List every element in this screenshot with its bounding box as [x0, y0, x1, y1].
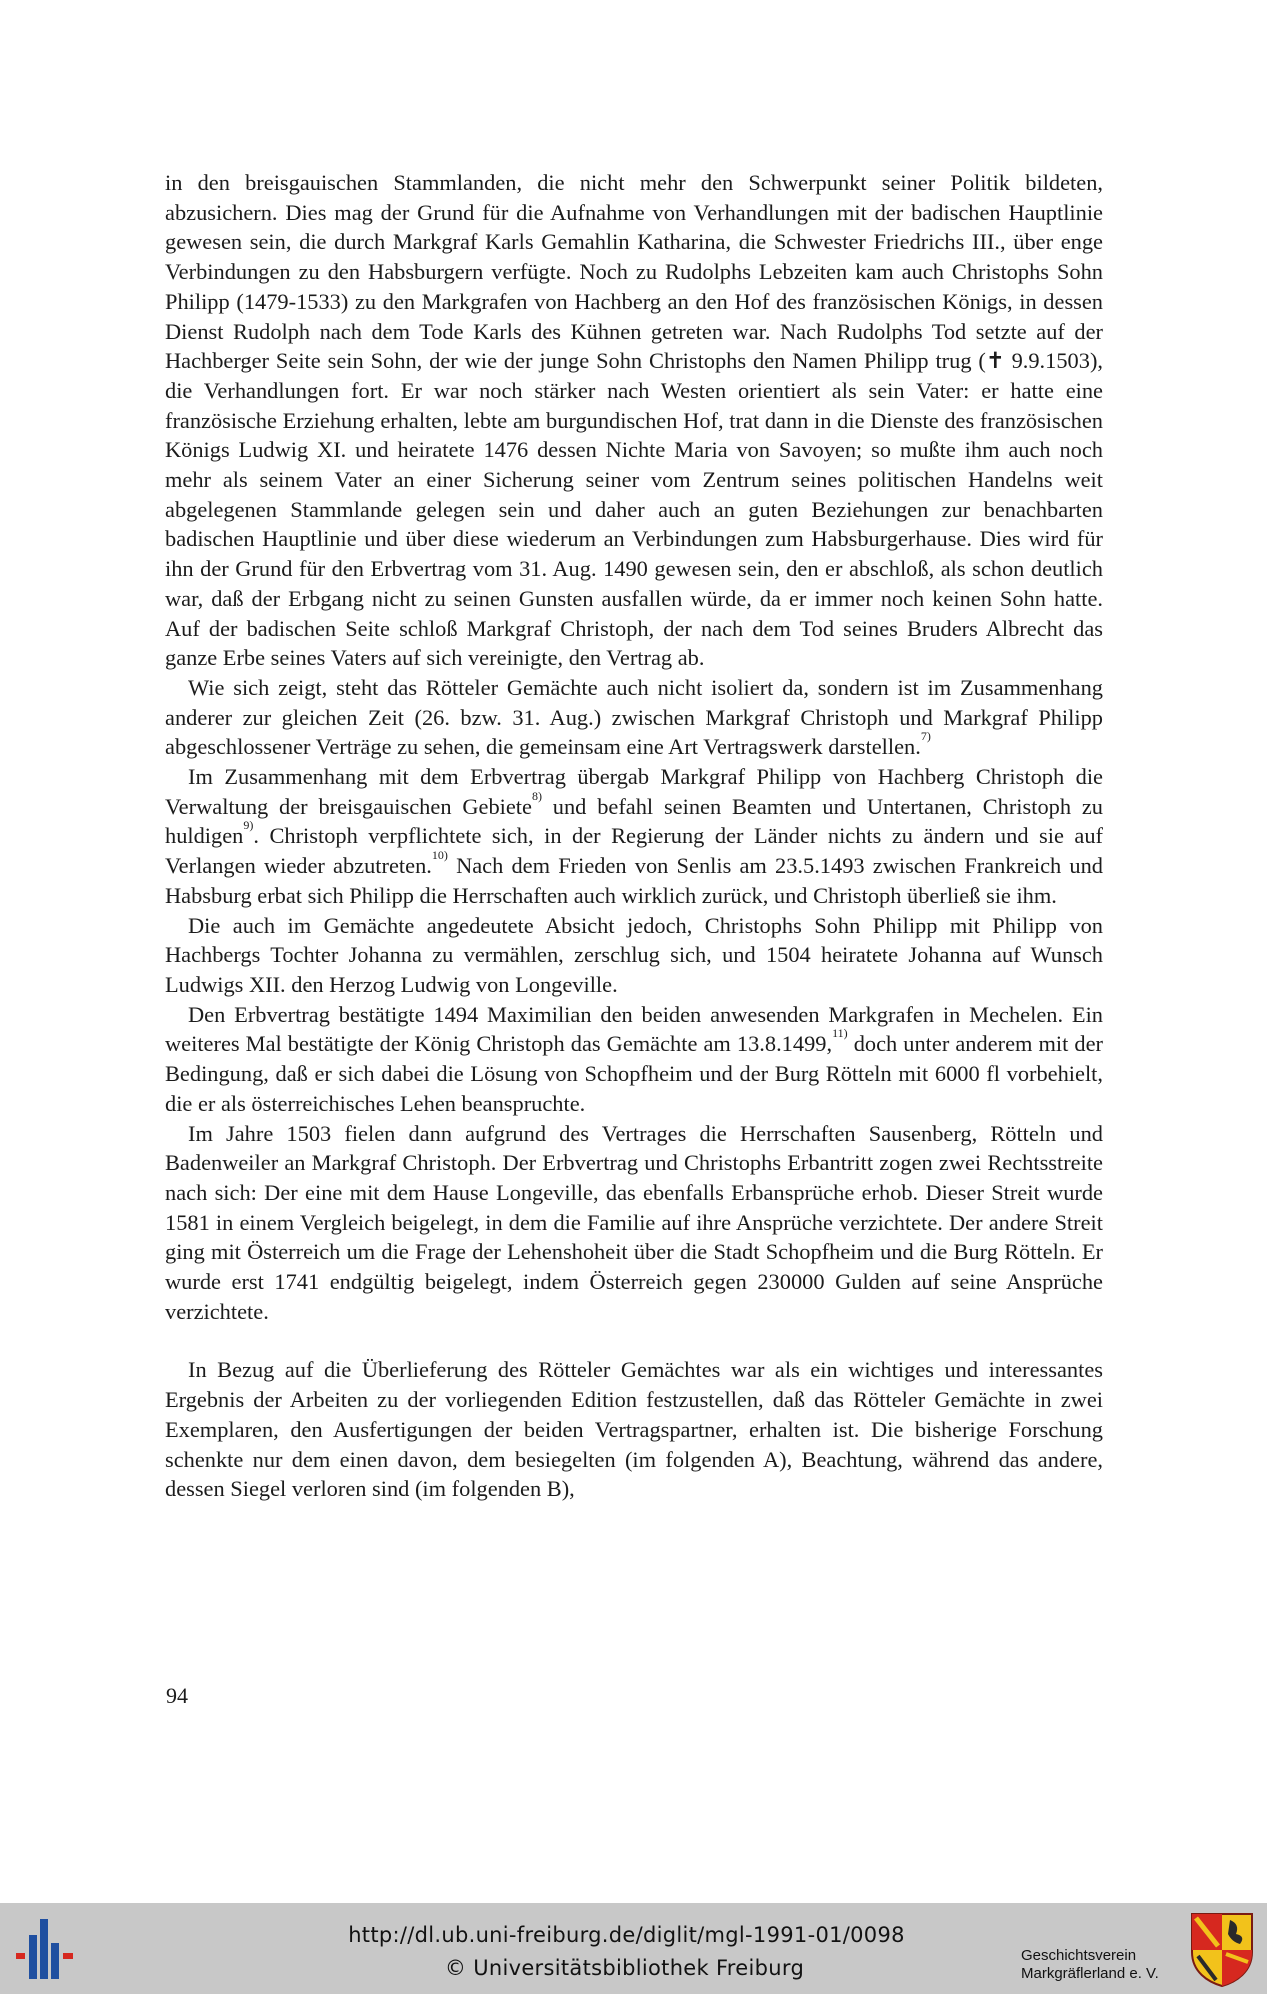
paragraph: Im Jahre 1503 fielen dann aufgrund des Vertrages die Herrschaften Sausenberg, Rötteln und Badenweiler an Markgraf Christoph. Der Erbvertrag und Christophs Erbantritt zogen zwei Rechtsstreite nach sich: Der eine mit dem Hause Longeville, das ebenfalls Erbansprüche erhob. Dieser Streit wurde 1581 in einem Vergleich beigelegt, in dem die Familie auf ihre Ansprüche verzichtete. Der andere Streit ging mit Österreich um die Frage der Lehenshoheit über die Stadt Schopfheim und die Burg Rötteln. Er wurde erst 1741 endgültig beigelegt, indem Österreich gegen 230000 Gulden auf seine Ansprüche verzichtete.	[165, 1120, 1103, 1324]
paragraph: in den breisgauischen Stammlanden, die nicht mehr den Schwerpunkt seiner Politik bildeten, abzusichern. Dies mag der Grund für die Aufnahme von Verhandlungen mit der badischen Hauptlinie gewesen sein, die durch Markgraf Karls Gemahlin Katharina, die Schwester Friedrichs III., über enge Verbindungen zu den Habsburgern verfügte. Noch zu Rudolphs Lebzeiten kam auch Christophs Sohn Philipp (1479-1533) zu den Markgrafen von Hachberg an den Hof des französischen Königs, in dessen Dienst Rudolph nach dem Tode Karls des Kühnen getreten war. Nach Rudolphs Tod setzte auf der Hachberger Seite sein Sohn, der wie der junge Sohn Christophs den Namen Philipp trug (✝ 9.9.1503), die Verhandlungen fort. Er war noch stärker nach Westen orientiert als sein Vater: er hatte eine französische Erziehung erhalten, lebte am burgundischen Hof, trat dann in die Dienste des französischen Königs Ludwig XI. und heiratete 1476 dessen Nichte Maria von Savoyen; so mußte ihm auch noch mehr als seinem Vater an einer Sicherung seiner vom Zentrum seines politischen Handelns weit abgelegenen Stammlande gelegen sein und daher auch an guten Beziehungen zur benachbarten badischen Hauptlinie und über diese wiederum an Verbindungen zum Habsburgerhause. Dies wird für ihn der Grund für den Erbvertrag vom 31. Aug. 1490 gewesen sein, den er abschloß, als schon deutlich war, daß der Erbgang nicht zu seinen Gunsten ausfallen würde, da er immer noch keinen Sohn hatte. Auf der badischen Seite schloß Markgraf Christoph, der nach dem Tod seines Bruders Albrecht das ganze Erbe seines Vaters auf sich vereinigte, den Vertrag ab.	[165, 170, 1103, 671]
paragraph-text: . Christoph verpflichtete sich, in der Regierung der Länder nichts zu ändern und sie auf Verlangen wieder abzutreten.	[165, 823, 1103, 879]
paragraph-text: Wie sich zeigt, steht das Rötteler Gemächte auch nicht isoliert da, sondern ist im Zusammenhang anderer zur gleichen Zeit (26. bzw. 31. Aug.) zwischen Markgraf Christoph und Markgraf Philipp abgeschlossener Verträge zu sehen, die gemeinsam eine Art Vertragswerk darstellen.	[165, 674, 1103, 760]
page-body	[165, 168, 1103, 1504]
page-number: 94	[166, 1683, 188, 1708]
footnote-marker: 7)	[920, 729, 931, 744]
paragraph: In Bezug auf die Überlieferung des Rötteler Gemächtes war als ein wichtiges und interessantes Ergebnis der Arbeiten zu der vorliegenden Edition festzustellen, daß das Rötteler Gemächte in zwei Exemplaren, den Ausfertigungen der beiden Vertragspartner, erhalten ist. Die bisherige Forschung schenkte nur dem einen davon, dem besiegelten (im folgenden A), Beachtung, während das andere, dessen Siegel verloren sind (im folgenden B),	[165, 1357, 1103, 1502]
paragraph	[165, 673, 1103, 762]
paragraph: Die auch im Gemächte angedeutete Absicht jedoch, Christophs Sohn Philipp mit Philipp von Hachbergs Tochter Johanna zu vermählen, zerschlug sich, und 1504 heiratete Johanna auf Wunsch Ludwigs XII. den Herzog Ludwig von Longeville.	[165, 912, 1103, 997]
paragraph	[165, 1000, 1103, 1119]
society-name	[1021, 1947, 1181, 1983]
paragraph-text: Den Erbvertrag bestätigte 1494 Maximilian den beiden anwesenden Markgrafen in Mechelen. Ein weiteres Mal bestätigte der König Christoph das Gemächte am 13.8.1499,	[165, 1001, 1103, 1057]
paragraph-text: und befahl seinen Beamten und Untertanen, Christoph zu huldigen	[165, 793, 1103, 849]
footer-bar	[0, 1903, 1267, 1994]
footer-url-link[interactable]: http://dl.ub.uni-freiburg.de/diglit/mgl-1991-01/0098	[348, 1923, 905, 1947]
society-name-line: Geschichtsverein	[1021, 1947, 1137, 1964]
footnote-marker: 9)	[243, 818, 254, 833]
paragraph	[165, 762, 1103, 911]
coat-of-arms-icon	[1188, 1910, 1256, 1988]
footnote-marker: 8)	[531, 788, 542, 803]
paragraph-text: doch unter anderem mit der Bedingung, daß er sich dabei die Lösung von Schopfheim und der Burg Rötteln mit 6000 fl vorbehielt, die er als österreichisches Lehen beanspruchte.	[165, 1031, 1104, 1116]
footnote-marker: 11)	[832, 1026, 848, 1041]
footer-copyright: © Universitätsbibliothek Freiburg	[444, 1956, 805, 1980]
paragraph-text: Im Zusammenhang mit dem Erbvertrag übergab Markgraf Philipp von Hachberg Christoph die Verwaltung der breisgauischen Gebiete	[165, 764, 1103, 819]
paragraph-text: Nach dem Frieden von Senlis am 23.5.1493 zwischen Frankreich und Habsburg erbat sich Philipp die Herrschaften auch wirklich zurück, und Christoph überließ sie ihm.	[165, 853, 1103, 908]
footnote-marker: 10)	[431, 848, 448, 863]
society-name-line: Markgräflerland e. V.	[1021, 1965, 1159, 1982]
